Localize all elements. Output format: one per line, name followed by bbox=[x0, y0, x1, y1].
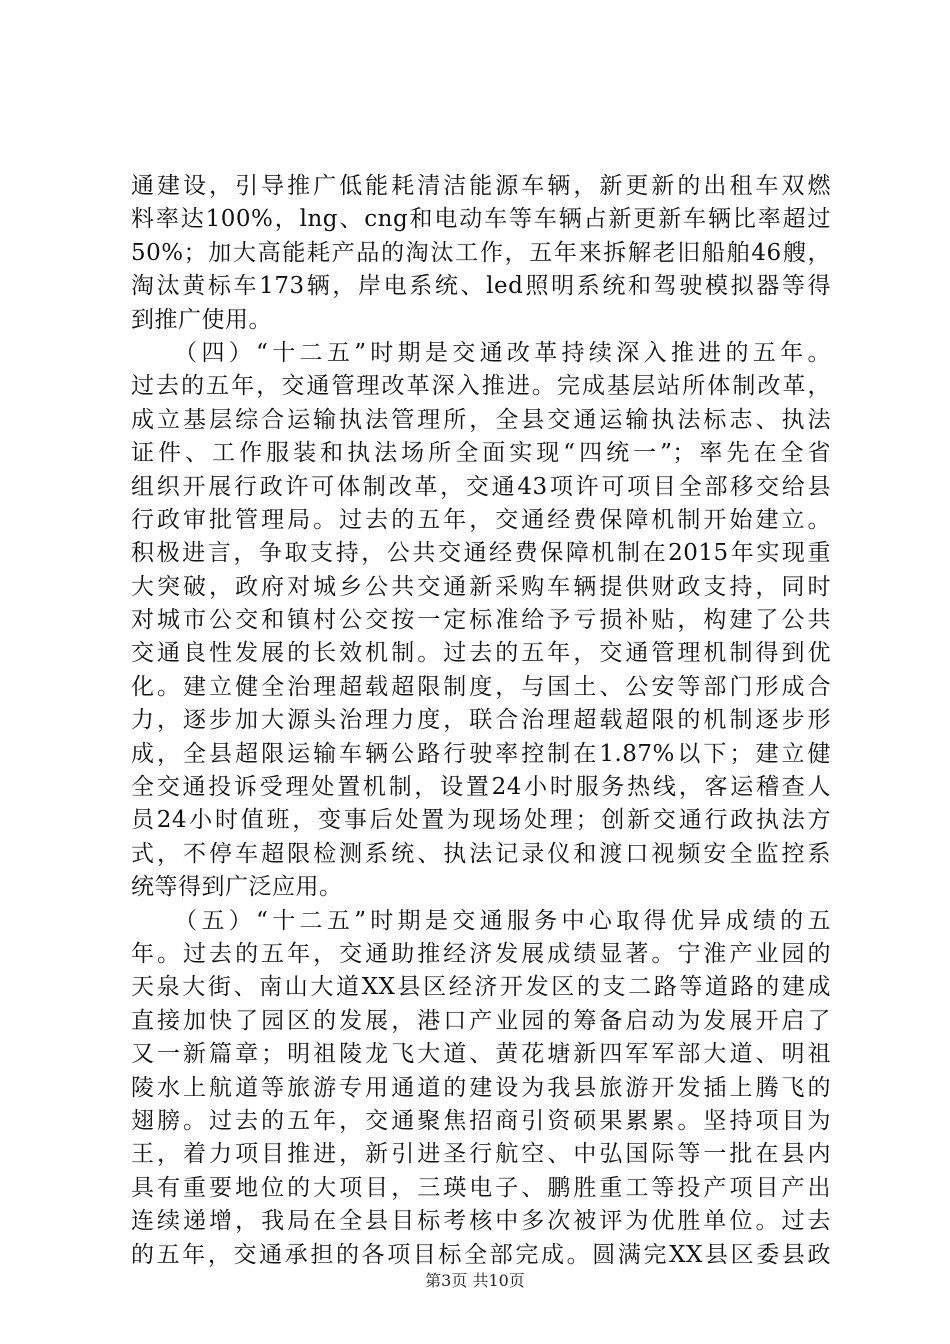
text-line: 交通良性发展的长效机制。过去的五年，交通管理机制得到优 bbox=[131, 640, 831, 667]
text-line: 证件、工作服装和执法场所全面实现“四统一”；率先在全省 bbox=[131, 440, 831, 467]
text-line: 王，着力项目推进，新引进圣行航空、中弘国际等一批在县内 bbox=[131, 1141, 831, 1168]
text-line: 式，不停车超限检测系统、执法记录仪和渡口视频安全监控系 bbox=[131, 840, 831, 867]
text-line: 年。过去的五年，交通助推经济发展成绩显著。宁淮产业园的 bbox=[131, 940, 831, 967]
text-line: 行政审批管理局。过去的五年，交通经费保障机制开始建立。 bbox=[131, 506, 831, 533]
text-line: 大突破，政府对城乡公共交通新采购车辆提供财政支持，同时 bbox=[131, 573, 831, 600]
text-line: 陵水上航道等旅游专用通道的建设为我县旅游开发插上腾飞的 bbox=[131, 1074, 831, 1101]
text-line: 的五年，交通承担的各项目标全部完成。圆满完XX县区委县政 bbox=[131, 1241, 831, 1268]
text-line: 又一新篇章；明祖陵龙飞大道、黄花塘新四军军部大道、明祖 bbox=[131, 1041, 831, 1068]
text-line: 天泉大街、南山大道XX县区经济开发区的支二路等道路的建成 bbox=[131, 974, 831, 1001]
page-footer: 第3页 共10页 bbox=[425, 1271, 525, 1290]
text-line: 通建设，引导推广低能耗清洁能源车辆，新更新的出租车双燃 bbox=[131, 173, 831, 199]
text-line: 组织开展行政许可体制改革，交通43项许可项目全部移交给县 bbox=[131, 473, 831, 500]
text-line: 成立基层综合运输执法管理所，全县交通运输执法标志、执法 bbox=[131, 406, 831, 433]
text-line: 淘汰黄标车173辆，岸电系统、led照明系统和驾驶模拟器等得 bbox=[131, 273, 831, 300]
text-line: 全交通投诉受理处置机制，设置24小时服务热线，客运稽查人 bbox=[131, 774, 831, 801]
text-line: 料率达100%，lng、cng和电动车等车辆占新更新车辆比率超过 bbox=[131, 206, 831, 233]
text-line: 员24小时值班，变事后处置为现场处理；创新交通行政执法方 bbox=[131, 807, 831, 834]
text-line: 对城市公交和镇村公交按一定标准给予亏损补贴，构建了公共 bbox=[131, 607, 831, 634]
text-line: 力，逐步加大源头治理力度，联合治理超载超限的机制逐步形 bbox=[131, 707, 831, 734]
text-line: 积极进言，争取支持，公共交通经费保障机制在2015年实现重 bbox=[131, 540, 831, 567]
text-line: 化。建立健全治理超载超限制度，与国土、公安等部门形成合 bbox=[131, 673, 831, 700]
text-line: 50%；加大高能耗产品的淘汰工作，五年来拆解老旧船舶46艘， bbox=[131, 239, 831, 266]
text-line: 过去的五年，交通管理改革深入推进。完成基层站所体制改革， bbox=[131, 373, 831, 400]
body-text bbox=[131, 170, 831, 1272]
text-line: 成，全县超限运输车辆公路行驶率控制在1.87%以下；建立健 bbox=[131, 740, 831, 767]
text-line: 具有重要地位的大项目，三瑛电子、鹏胜重工等投产项目产出 bbox=[131, 1174, 831, 1201]
text-line: 统等得到广泛应用。 bbox=[131, 874, 343, 901]
text-line: 到推广使用。 bbox=[131, 306, 272, 333]
text-line: 直接加快了园区的发展，港口产业园的筹备启动为发展开启了 bbox=[131, 1007, 831, 1034]
text-line: 翅膀。过去的五年，交通聚焦招商引资硕果累累。坚持项目为 bbox=[131, 1107, 831, 1134]
text-line: 连续递增，我局在全县目标考核中多次被评为优胜单位。过去 bbox=[131, 1208, 831, 1235]
text-line: （四）“十二五”时期是交通改革持续深入推进的五年。 bbox=[131, 339, 831, 366]
text-line: （五）“十二五”时期是交通服务中心取得优异成绩的五 bbox=[131, 907, 831, 934]
